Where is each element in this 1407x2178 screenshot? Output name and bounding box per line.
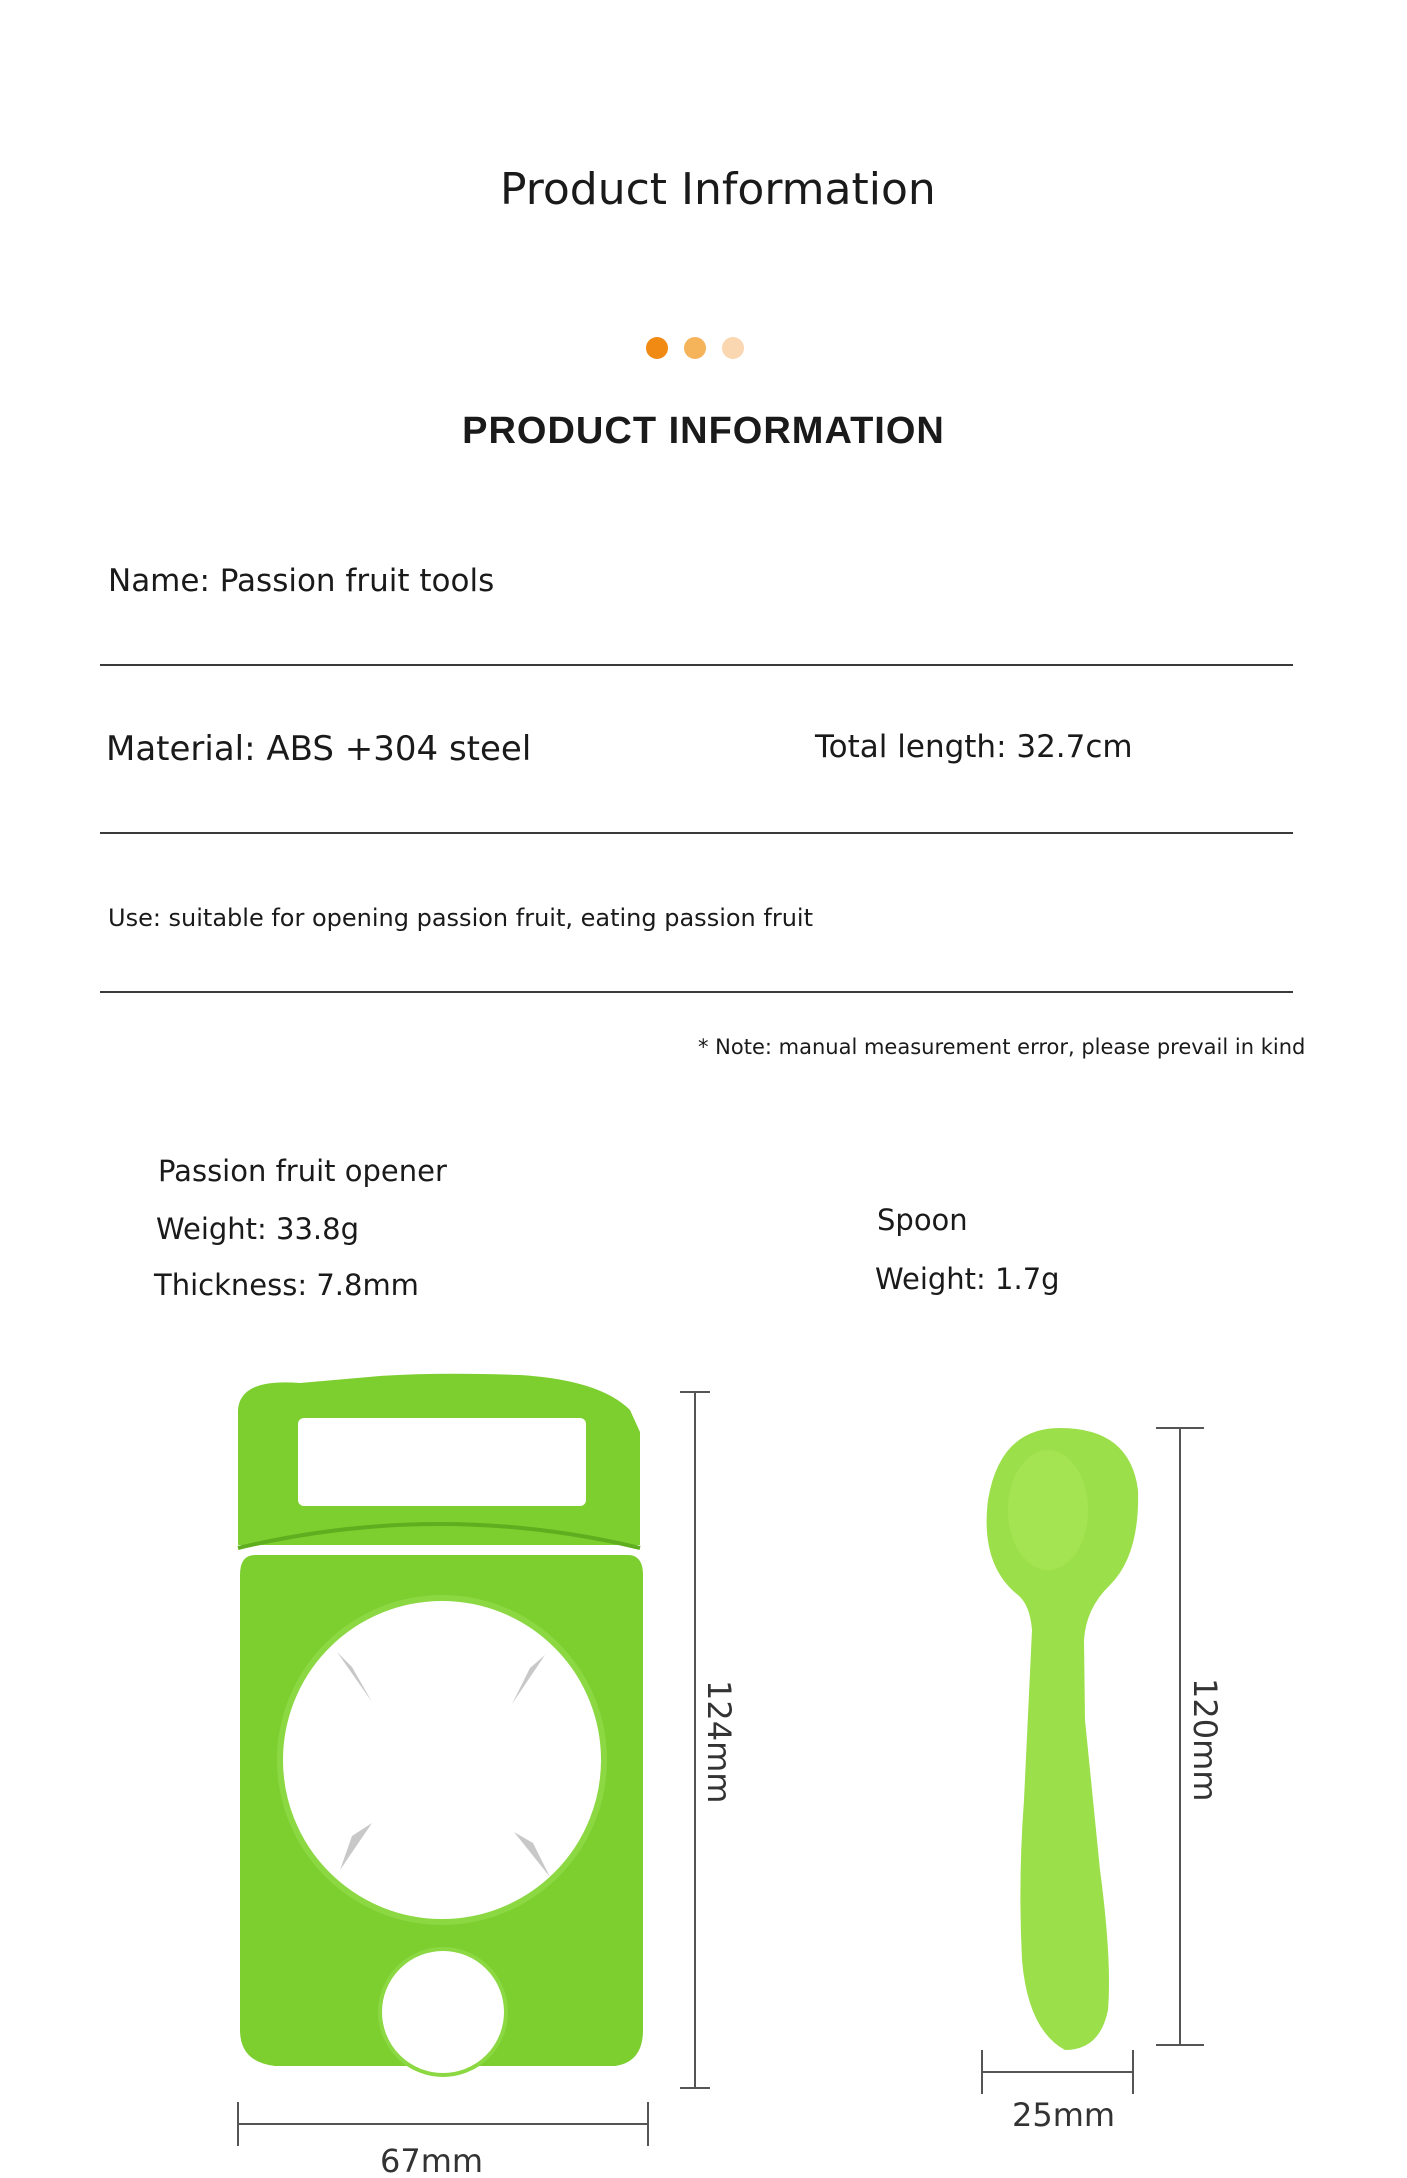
opener-width-label: 67mm xyxy=(380,2142,484,2178)
opener-name: Passion fruit opener xyxy=(158,1154,447,1188)
opener-cutting-ring xyxy=(280,1598,604,1922)
spoon-width-dimension xyxy=(982,2050,1133,2094)
passion-fruit-opener-image xyxy=(238,1374,643,2075)
measurement-note: * Note: manual measurement error, please prevail in kind xyxy=(698,1035,1306,1059)
spoon-image xyxy=(987,1428,1139,2050)
opener-height-label: 124mm xyxy=(700,1680,738,1804)
product-use: Use: suitable for opening passion fruit, eating passion fruit xyxy=(108,904,813,932)
product-total-length: Total length: 32.7cm xyxy=(815,729,1133,765)
opener-small-hole xyxy=(380,1949,506,2075)
spoon-weight: Weight: 1.7g xyxy=(875,1262,1060,1296)
product-name: Name: Passion fruit tools xyxy=(108,563,495,599)
spoon-length-label: 120mm xyxy=(1186,1678,1224,1802)
opener-weight: Weight: 33.8g xyxy=(156,1212,359,1246)
spoon-width-label: 25mm xyxy=(1012,2096,1116,2134)
spoon-highlight xyxy=(1008,1450,1088,1570)
opener-width-dimension xyxy=(238,2102,648,2146)
opener-handle-hole xyxy=(298,1418,586,1506)
product-material: Material: ABS +304 steel xyxy=(106,729,532,769)
section-heading: PRODUCT INFORMATION xyxy=(462,410,945,452)
page-title: Product Information xyxy=(500,164,936,215)
opener-thickness: Thickness: 7.8mm xyxy=(154,1268,419,1302)
spoon-name: Spoon xyxy=(877,1203,968,1237)
